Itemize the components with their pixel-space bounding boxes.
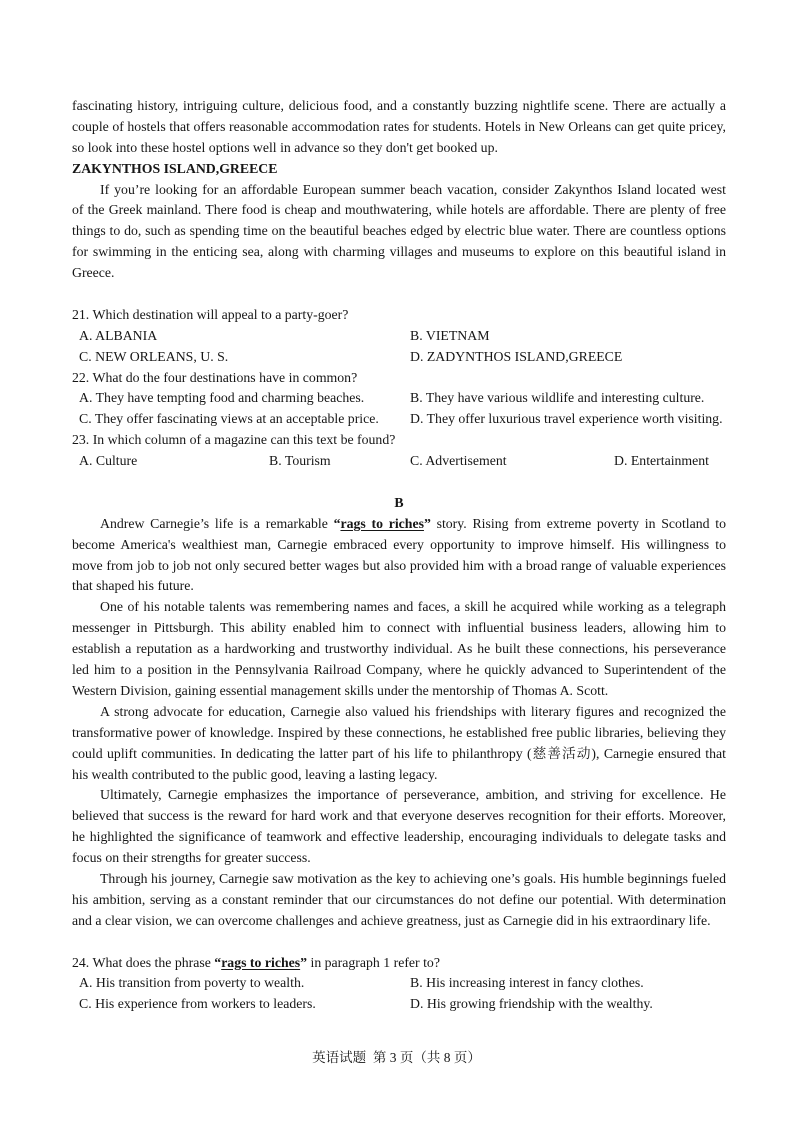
option-d: D. ZADYNTHOS ISLAND,GREECE <box>410 348 623 364</box>
option-a: A. Culture <box>79 453 138 469</box>
text-line: transformative power of knowledge. Inspired by these connections, he established free public libraries, believing they <box>72 724 726 740</box>
options-row <box>72 451 726 472</box>
option-b: B. His increasing interest in fancy clothes. <box>410 975 644 991</box>
open-quote: “ <box>214 954 222 970</box>
text-segment: story. Rising from extreme poverty in Scotland to <box>430 515 726 531</box>
question-stem: 23. In which column of a magazine can this text be found? <box>72 432 396 448</box>
options-row <box>72 409 726 430</box>
text-line: so look into these hostel options well in advance so they don't get booked up. <box>72 139 498 155</box>
options-row <box>72 326 726 347</box>
paragraph <box>72 785 726 869</box>
text-line: his ambition, serving as a constant reminder that our circumstances do not define our potential. With determination <box>72 891 726 907</box>
option-b: B. VIETNAM <box>410 327 490 343</box>
text-line: If you’re looking for an affordable European summer beach vacation, consider Zakynthos Island located west <box>100 181 726 197</box>
page-footer: 英语试题 第 3 页（共 8 页） <box>312 1050 481 1065</box>
question-22 <box>72 368 726 431</box>
text-line: messenger in Pittsburgh. This ability enabled him to connect with influential business leaders, allowing him to <box>72 620 726 636</box>
option-c: C. NEW ORLEANS, U. S. <box>79 348 229 364</box>
text-line: move from job to job not only secured better wages but also provided him with a broad range of valuable experiences <box>72 557 726 573</box>
text-segment: 24. What does the phrase <box>72 954 215 970</box>
question-23 <box>72 430 726 472</box>
passage-b-label: B <box>394 494 404 510</box>
paragraph <box>72 96 726 159</box>
question-21 <box>72 305 726 368</box>
open-quote: “ <box>333 515 341 531</box>
key-phrase-text: rags to riches <box>221 954 301 970</box>
text-line: fascinating history, intriguing culture, delicious food, and a constantly buzzing nightlife scene. There are actually a <box>72 98 726 113</box>
question-stem: 21. Which destination will appeal to a party-goer? <box>72 306 349 322</box>
paragraph <box>72 869 726 932</box>
question-stem: 22. What do the four destinations have in common? <box>72 369 358 385</box>
text-line: things to do, such as spending time on the beautiful beaches edged by electric blue water. There are countless options <box>72 223 726 239</box>
close-quote: ” <box>300 954 308 970</box>
text-line: Through his journey, Carnegie saw motivation as the key to achieving one’s goals. His humble beginnings fueled <box>100 870 726 886</box>
paragraph <box>72 702 726 786</box>
spacer <box>72 932 726 953</box>
option-a: A. ALBANIA <box>79 327 158 343</box>
question-stem <box>72 953 726 974</box>
key-phrase <box>214 955 307 970</box>
option-c: C. Advertisement <box>410 453 507 469</box>
option-b: B. Tourism <box>269 453 331 469</box>
option-a: A. They have tempting food and charming beaches. <box>79 390 365 406</box>
text-segment: Andrew Carnegie’s life is a remarkable <box>100 515 334 531</box>
options-row <box>72 994 726 1015</box>
text-line: could uplift communities. In dedicating the latter part of his life to philanthropy (慈善活动), Carnegie ensured that <box>72 745 726 761</box>
text-line: believed that success is the reward for hard work and that everyone deserves recognition for their efforts. Moreover, <box>72 808 726 824</box>
text-line: his wealth contributed to the public good, leaving a lasting legacy. <box>72 766 438 782</box>
options-row <box>72 973 726 994</box>
text-line: focus on their strengths for greater success. <box>72 850 311 866</box>
text-line: he highlighted the significance of teamwork and effective leadership, encouraging individuals to delegate tasks and <box>72 829 726 845</box>
option-d: D. His growing friendship with the wealthy. <box>410 996 653 1012</box>
text-line: of the Greek mainland. There food is cheap and mouthwatering, while hotels are affordable. There are plenty of free <box>72 202 726 218</box>
option-a: A. His transition from poverty to wealth. <box>79 975 305 991</box>
question-24 <box>72 953 726 1016</box>
page-content <box>72 96 726 1015</box>
option-c: C. They offer fascinating views at an acceptable price. <box>79 411 379 427</box>
passage-a-continuation <box>72 96 726 284</box>
questions-21-23 <box>72 305 726 472</box>
options-row <box>72 347 726 368</box>
text-line: that shaped his future. <box>72 578 194 594</box>
option-d: D. Entertainment <box>614 453 710 469</box>
option-d: D. They offer luxurious travel experience worth visiting. <box>410 411 723 427</box>
passage-b <box>72 514 726 932</box>
spacer <box>72 284 726 305</box>
text-line: establish a reputation as a hardworking and trustworthy individual. As he built these connections, his perseverance <box>72 641 726 657</box>
section-title: ZAKYNTHOS ISLAND,GREECE <box>72 160 278 176</box>
key-phrase <box>334 516 431 531</box>
paragraph <box>72 597 726 701</box>
text-line: led him to a position in the Pennsylvania Railroad Company, where he quickly advanced to Superintendent of the <box>72 662 726 678</box>
text-line: Greece. <box>72 265 115 281</box>
text-line <box>72 514 726 535</box>
text-line: A strong advocate for education, Carnegie also valued his friendships with literary figures and recognized the <box>100 703 726 719</box>
text-line: Ultimately, Carnegie emphasizes the importance of perseverance, ambition, and striving for excellence. He <box>100 787 726 803</box>
paragraph <box>72 514 726 598</box>
text-line: and a clear vision, we can overcome challenges and achieve greatness, just as Carnegie did in his extraordinary life. <box>72 912 711 928</box>
text-line: couple of hostels that offers reasonable accommodation rates for students. Hotels in New Orleans can get quite pricey, <box>72 118 726 134</box>
option-b: B. They have various wildlife and interesting culture. <box>410 390 705 406</box>
text-line: become America's wealthiest man, Carnegie embraced every opportunity to improve himself. His willingness to <box>72 536 726 552</box>
text-line: for swimming in the enticing sea, along with charming villages and museums to explore on this beautiful island in <box>72 244 726 260</box>
options-row <box>72 388 726 409</box>
spacer <box>72 472 726 493</box>
key-phrase-text: rags to riches <box>340 515 424 531</box>
close-quote: ” <box>423 515 431 531</box>
option-c: C. His experience from workers to leaders. <box>79 996 316 1012</box>
paragraph <box>72 180 726 284</box>
text-line: Western Division, gaining essential management skills under the mentorship of Thomas A. Scott. <box>72 682 609 698</box>
text-line: One of his notable talents was remembering names and faces, a skill he acquired while working as a telegraph <box>100 599 726 615</box>
text-segment: in paragraph 1 refer to? <box>307 954 440 970</box>
